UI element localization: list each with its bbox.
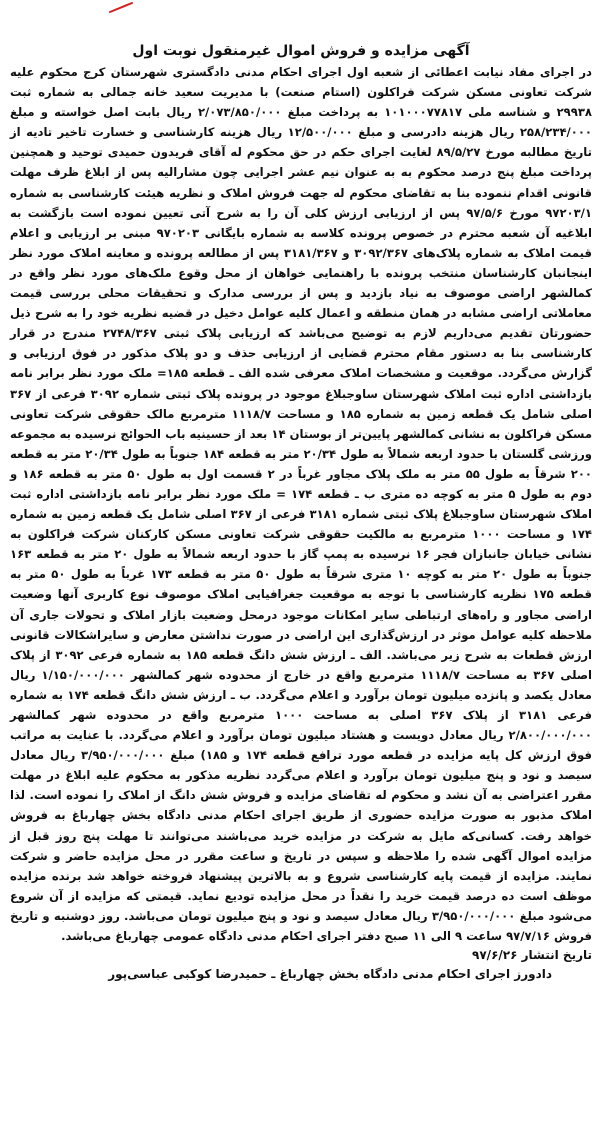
notice-body: در اجرای مفاد نیابت اعطائی از شعبه اول اجرای احکام مدنی دادگستری شهرستان کرج محکوم علیه شرکت تعاونی مسکن شرکت فراکلون (استام صنعت) با مدیریت سعید خانه جمالی به شماره ثبت ۲۹۹۳۸ و شناسه ملی ۱۰۱۰۰۰۷۷۸۱۷ به پرداخت مبلغ ۲/۰۷۳/۸۵۰/۰۰۰ ریال بابت اصل خواسته و مبلغ ۲۵۸/۲۳۴/۰۰۰ ریال هزینه دادرسی و مبلغ ۱۲/۵۰۰/۰۰۰ ریال هزینه کارشناسی و خسارت تاخیر تادیه از تاریخ مطالبه مورخ ۸۹/۵/۲۷ لغایت اجرای حکم در حق محکوم له آقای فریدون حمیدی توحید و همچنین پرداخت مبلغ پنج درصد محکوم به به عنوان نیم عشر اجرایی چون مشارالیه پس از ابلاغ ظرف مهلت قانونی اقدام ننموده بنا به تقاضای محکوم له جهت فروش املاک و نظریه هیئت کارشناسی به شماره ۹۷۲۰۳/۱ مورخ ۹۷/۵/۶ پس از ارزیابی ارزش کلی آن را به شرح آتی تعیین نموده است بازگشت به ابلاغیه آن شعبه محترم در خصوص پرونده کلاسه به شماره بایگانی ۹۷۰۲۰۳ مبنی بر ارزیابی و اعلام قیمت املاک به شماره پلاک‌های ۳۰۹۲/۳۶۷ و ۳۱۸۱/۳۶۷ پس از مطالعه پرونده و معاینه املاک مورد نظر اینجانبان کارشناسان منتخب پرونده با راهنمایی خواهان از محل وقوع ملک‌های مورد نظر واقع در کمالشهر اراضی موصوف به نیاد بازدید و پس از بررسی مدارک و تحقیقات محلی بررسی قیمت معاملاتی اراضی مشابه در همان منطقه و اعمال کلیه عوامل دخیل در قضیه نظریه خود را به شرح ذیل حضورتان تقدیم می‌داریم لازم به توضیح می‌باشد که ارزیابی پلاک ثبتی ۲۷۴۸/۳۶۷ مندرج در قرار کارشناسی بنا به دستور مقام محترم قضایی از ارزیابی حذف و دو پلاک مذکور در فوق ارزیابی و گزارش می‌گردد. موقعیت و مشخصات املاک معرفی شده الف ـ قطعه ۱۸۵= ملک مورد نظر برابر نامه بازداشتی اداره ثبت املاک شهرستان ساوجبلاغ موجود در پرونده پلاک ثبتی شماره ۳۰۹۲ فرعی از ۳۶۷ اصلی شامل یک قطعه زمین به شماره ۱۸۵ و مساحت ۱۱۱۸/۷ مترمربع مالک حقوقی شرکت تعاونی مسکن فراکلون به نشانی کمالشهر پایین‌تر از بوستان ۱۴ بعد از حسینیه باب الحوائج نرسیده به مجموعه ورزشی گلستان با حدود اربعه شمالاً به طول ۲۰/۳۴ متر به قطعه ۱۸۴ جنوباً به طول ۲۰/۳۴ متر به قطعه ۲۰۰ شرقاً به طول ۵۵ متر به ملک پلاک مجاور غرباً در ۲ قسمت اول به طول ۵۰ متر به قطعه ۱۸۶ و دوم به طول ۵ متر به کوچه ده متری ب ـ قطعه ۱۷۴ = ملک مورد نظر برابر نامه بازداشتی اداره ثبت املاک شهرستان ساوجبلاغ پلاک ثبتی شماره ۳۱۸۱ فرعی از ۳۶۷ اصلی شامل یک قطعه زمین به شماره ۱۷۴ و مساحت ۱۰۰۰ مترمربع به مالکیت حقوقی شرکت تعاونی مسکن کارکنان شرکت فراکلون به نشانی خیابان جانبازان فجر ۱۶ نرسیده به پمپ گاز با حدود اربعه شمالاً به طول ۲۰ متر به قطعه ۱۶۳ جنوباً به طول ۲۰ متر به کوچه ۱۰ متری شرقاً به طول ۵۰ متر به قطعه ۱۷۳ غرباً به طول ۵۰ متر به قطعه ۱۷۵ نظریه کارشناسی با توجه به موقعیت جغرافیایی املاک موصوف نوع کاربری آنها وضعیت اراضی مجاور و راه‌های ارتباطی سایر امکانات موجود درمحل وضعیت بازار املاک و تحولات جاری آن ملاحظه کلیه عوامل موثر در ارزش‌گذاری این اراضی در صورت نداشتن معارض و سایراشکالات قانونی ارزش قطعات به شرح زیر می‌باشد. الف ـ ارزش شش دانگ قطعه ۱۸۵ به شماره فرعی ۳۰۹۲ از پلاک اصلی ۳۶۷ به مساحت ۱۱۱۸/۷ مترمربع واقع در خارج از محدوده شهر کمالشهر ۱/۱۵۰/۰۰۰/۰۰۰ ریال معادل یکصد و پانزده میلیون تومان برآورد و اعلام می‌گردد. ب ـ ارزش شش دانگ قطعه ۱۷۴ به شماره فرعی ۳۱۸۱ از پلاک ۳۶۷ اصلی به مساحت ۱۰۰۰ مترمربع واقع در محدوده شهر کمالشهر ۲/۸۰۰/۰۰۰/۰۰۰ ریال معادل دویست و هشتاد میلیون تومان برآورد و اعلام می‌گردد. با عنایت به مراتب فوق ارزش کل پایه مزایده در قطعه مورد ترافع قطعه ۱۷۴ و ۱۸۵) مبلغ ۳/۹۵۰/۰۰۰/۰۰۰ ریال معادل سیصد و نود و پنج میلیون تومان برآورد و اعلام می‌گردد نظریه مذکور به محکوم علیه ابلاغ در مهلت مقرر اعتراضی به آن نشد و محکوم له تقاضای مزایده و فروش شش دانگ از املاک را نموده است. لذا املاک مذبور به صورت مزایده حضوری از طریق اجرای احکام مدنی دادگاه بخش چهارباغ به فروش خواهد رفت. کسانی‌که مایل به شرکت در مزایده خرید می‌باشند می‌توانند تا مهلت پنج روز قبل از مزایده اموال آگهی شده را ملاحظه و سپس در تاریخ و ساعت مقرر در محل مزایده حاضر و شرکت نمایند. مزایده از قیمت پایه کارشناسی شروع و به بالاترین پیشنهاد فروخته خواهد شد برنده مزایده موظف است ده درصد قیمت خرید را نقداً در محل مزایده تودیع نماید. قیمتی که مزایده از آن شروع می‌شود مبلغ ۳/۹۵۰/۰۰۰/۰۰۰ ریال معادل سیصد و نود و پنج میلیون تومان می‌باشد. روز دوشنبه و تاریخ فروش ۹۷/۷/۱۶ ساعت ۹ الی ۱۱ صبح دفتر اجرای احکام مدنی دادگاه عمومی چهارباغ می‌باشد. xyxy=(10,65,593,944)
publication-date: تاریخ انتشار ۹۷/۶/۲۶ xyxy=(472,948,592,963)
auction-notice xyxy=(10,42,592,1092)
officer-signature: دادورز اجرای احکام مدنی دادگاه بخش چهارباغ ـ حمیدرضا کوکبی عباسی‌پور xyxy=(108,967,552,982)
notice-title: آگهی مزایده و فروش اموال غیرمنقول نوبت اول xyxy=(132,43,470,59)
red-pen-mark xyxy=(108,0,134,14)
